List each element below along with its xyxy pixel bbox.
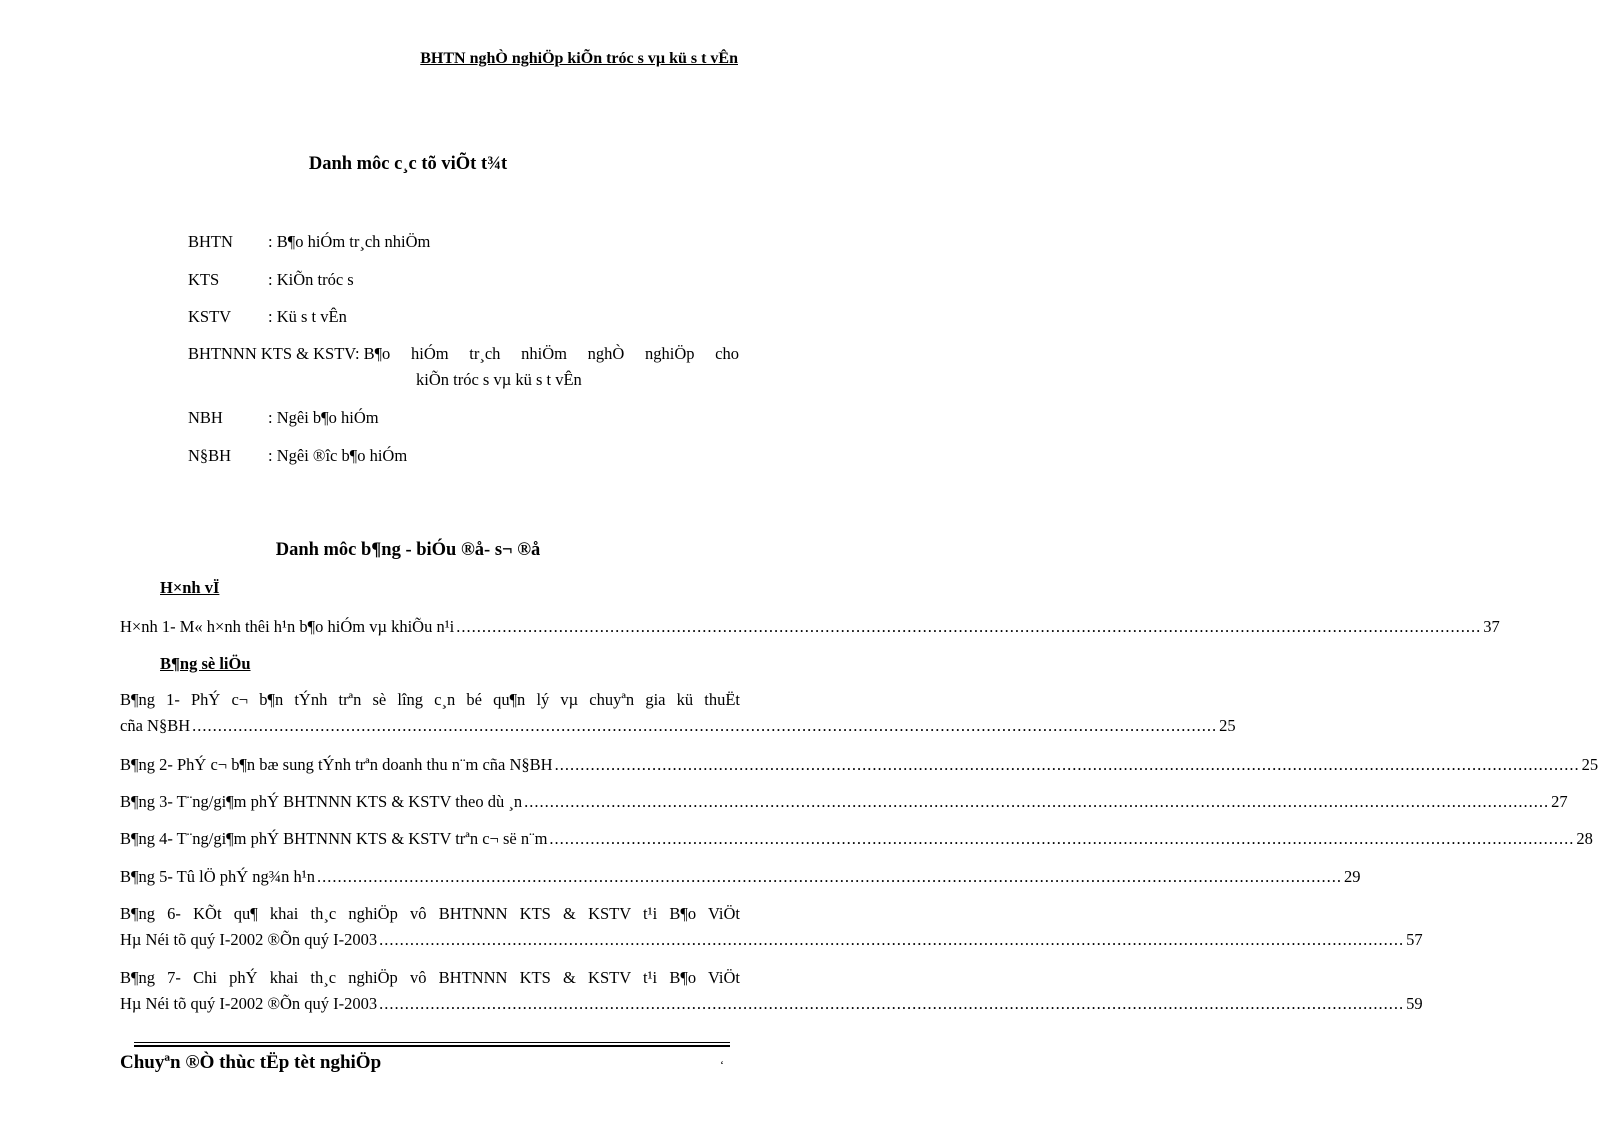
leader-dots: ........................................................................................................................................................................................................ — [524, 792, 1550, 811]
entry-page: 28 — [1576, 829, 1593, 848]
entry-page: 59 — [1406, 994, 1423, 1013]
table-entry — [120, 792, 1568, 814]
figures-heading: H×nh vÏ — [160, 578, 220, 597]
abbreviation-definition: : Ngêi b¶o hiÓm — [268, 408, 379, 427]
entry-text-line2: Hµ Néi tõ quý I-2002 ®Õn quý I-2003 — [120, 930, 378, 949]
entry-text-line2: Hµ Néi tõ quý I-2002 ®Õn quý I-2003 — [120, 994, 378, 1013]
tables-list-title: Danh môc b¶ng - biÓu ®å- s¬ ®å — [275, 540, 541, 560]
entry-page: 27 — [1551, 792, 1568, 811]
entry-text: B¶ng 2- PhÝ c¬ b¶n bæ sung tÝnh trªn doanh thu n¨m cña N§BH — [120, 755, 553, 774]
entry-page: 25 — [1219, 716, 1236, 735]
leader-dots: ........................................................................................................................................................................................................ — [456, 617, 1482, 636]
leader-dots: ........................................................................................................................................................................................................ — [549, 829, 1575, 848]
leader-dots: ........................................................................................................................................................................................................ — [379, 994, 1405, 1013]
table-entry — [120, 867, 1361, 889]
abbreviation-definition: : Ngêi ®îc b¶o hiÓm — [268, 446, 408, 465]
entry-text-line1 — [120, 690, 740, 710]
abbreviations-title: Danh môc c¸c tõ viÕt t¾t — [308, 154, 508, 174]
entry-text-line1 — [120, 968, 740, 988]
leader-dots: ........................................................................................................................................................................................................ — [379, 930, 1405, 949]
entry-page: 37 — [1483, 617, 1500, 636]
abbreviation-term: BHTN — [188, 232, 233, 251]
abbreviation-definition-text: B¶o hiÓm tr¸ch nhiÖm nghÒ nghiÖp cho — [363, 344, 739, 363]
abbreviation-definition-line1 — [364, 344, 739, 364]
table-entry — [120, 755, 1598, 777]
table-entry — [120, 968, 1423, 1016]
abbreviation-term: N§BH — [188, 446, 232, 465]
abbreviation-term: KTS — [188, 270, 220, 289]
abbreviation-term: NBH — [188, 408, 223, 427]
entry-page: 25 — [1581, 755, 1598, 774]
entry-text: B¶ng 5- Tû lÖ phÝ ng¾n h¹n — [120, 867, 315, 886]
abbreviation-definition-line2: kiÕn tróc s vµ kü s t vÊn — [416, 370, 582, 389]
footer-rule-bottom — [134, 1045, 730, 1047]
table-entry — [120, 690, 1236, 738]
footer-corner-mark: ‘ — [720, 1058, 724, 1072]
entry-text: B¶ng 4- T¨ng/gi¶m phÝ BHTNNN KTS & KSTV trªn c¬ së n¨m — [120, 829, 548, 848]
leader-dots: ........................................................................................................................................................................................................ — [554, 755, 1580, 774]
abbreviation-definition: : KiÕn tróc s — [268, 270, 354, 289]
figure-entry — [120, 617, 1500, 639]
page-header: BHTN nghÒ nghiÖp kiÕn tróc s vµ kü s t vÊn — [420, 50, 738, 67]
abbreviation-definition: : B¶o hiÓm tr¸ch nhiÖm — [268, 232, 431, 251]
table-entry — [120, 829, 1593, 851]
entry-text: B¶ng 7- Chi phÝ khai th¸c nghiÖp vô BHTNNN KTS & KSTV t¹i B¶o ViÖt — [120, 968, 740, 987]
entry-text: B¶ng 1- PhÝ c¬ b¶n tÝnh trªn sè lîng c¸n bé qu¶n lý vµ chuyªn gia kü thuËt — [120, 690, 740, 709]
leader-dots: ........................................................................................................................................................................................................ — [192, 716, 1218, 735]
leader-dots: ........................................................................................................................................................................................................ — [317, 867, 1342, 886]
abbreviation-row-long — [188, 344, 739, 390]
tables-heading: B¶ng sè liÖu — [160, 654, 251, 673]
abbreviation-term: BHTNNN KTS & KSTV: — [188, 344, 360, 363]
entry-text-line2: cña N§BH — [120, 716, 191, 735]
entry-page: 57 — [1406, 930, 1423, 949]
page-footer: Chuyªn ®Ò thùc tËp tèt nghiÖp — [120, 1052, 382, 1073]
entry-text: B¶ng 6- KÕt qu¶ khai th¸c nghiÖp vô BHTNNN KTS & KSTV t¹i B¶o ViÖt — [120, 904, 740, 923]
entry-text: H×nh 1- M« h×nh thêi h¹n b¶o hiÓm vµ khiÕu n¹i — [120, 617, 455, 636]
footer-rule-top — [134, 1042, 730, 1043]
abbreviation-definition: : Kü s t vÊn — [268, 307, 347, 326]
entry-text-line1 — [120, 904, 740, 924]
entry-text: B¶ng 3- T¨ng/gi¶m phÝ BHTNNN KTS & KSTV theo dù ¸n — [120, 792, 523, 811]
entry-page: 29 — [1344, 867, 1361, 886]
abbreviation-term: KSTV — [188, 307, 232, 326]
table-entry — [120, 904, 1423, 952]
